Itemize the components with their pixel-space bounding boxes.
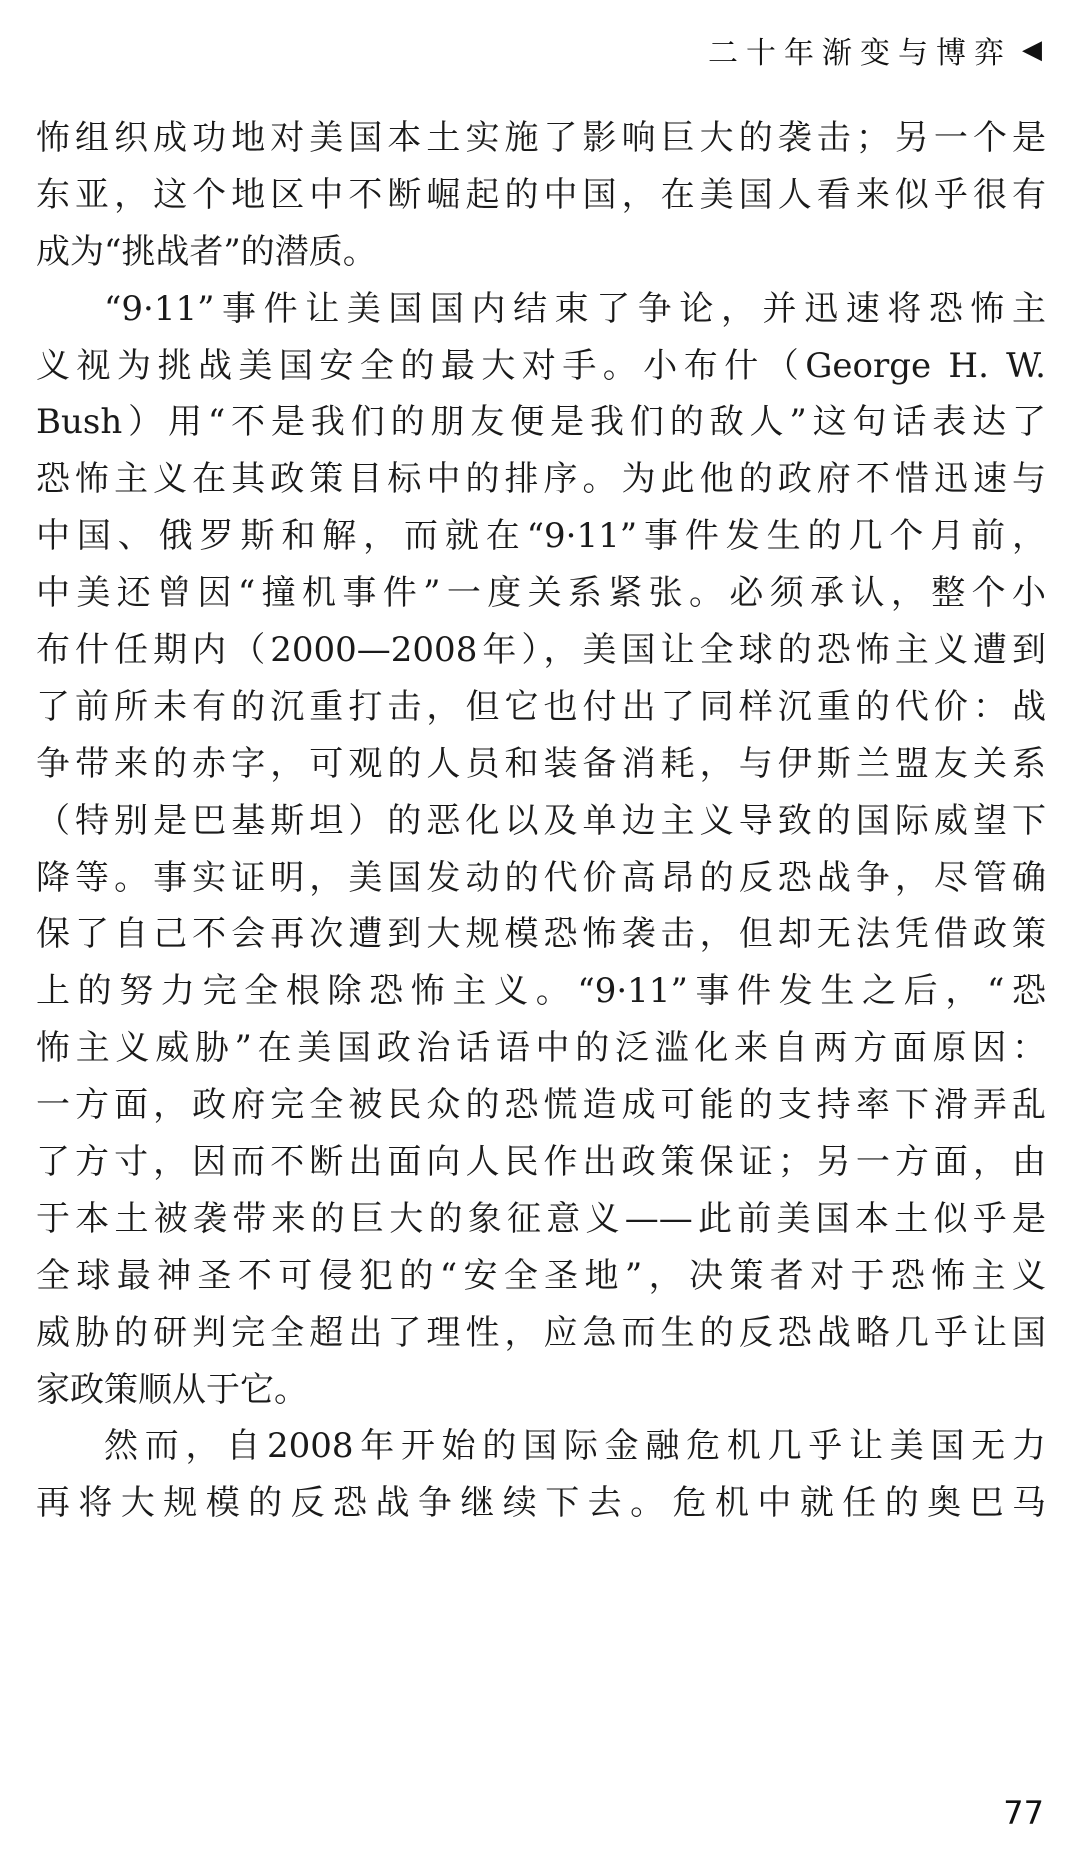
text-line: 降等。事实证明，美国发动的代价高昂的反恐战争，尽管确 — [36, 857, 1046, 898]
text-line: （特别是巴基斯坦）的恶化以及单边主义导致的国际威望下 — [36, 800, 1046, 841]
text-line: 一方面，政府完全被民众的恐慌造成可能的支持率下滑弄乱 — [36, 1085, 1046, 1126]
text-line: 布什任期内（2000—2008年），美国让全球的恐怖主义遭到 — [36, 630, 1046, 671]
text-line: 中国、俄罗斯和解，而就在“9·11”事件发生的几个月前， — [36, 516, 1046, 557]
page-number: 77 — [1003, 1794, 1044, 1832]
text-line: “9·11”事件让美国国内结束了争论，并迅速将恐怖主 — [104, 288, 1046, 329]
text-line: 争带来的赤字，可观的人员和装备消耗，与伊斯兰盟友关系 — [36, 743, 1046, 784]
text-line: 家政策顺从于它。 — [36, 1369, 308, 1410]
text-line: 了方寸，因而不断出面向人民作出政策保证；另一方面，由 — [36, 1142, 1046, 1183]
text-line: Bush）用“不是我们的朋友便是我们的敌人”这句话表达了 — [36, 402, 1046, 443]
text-line: 中美还曾因“撞机事件”一度关系紧张。必须承认，整个小 — [36, 573, 1046, 614]
running-header — [708, 28, 1042, 72]
text-line: 然而，自2008年开始的国际金融危机几乎让美国无力 — [104, 1426, 1046, 1467]
text-line: 于本土被袭带来的巨大的象征意义——此前美国本土似乎是 — [36, 1198, 1046, 1239]
text-line: 威胁的研判完全超出了理性，应急而生的反恐战略几乎让国 — [36, 1312, 1046, 1353]
text-line: 怖主义威胁”在美国政治话语中的泛滥化来自两方面原因： — [36, 1028, 1046, 1069]
text-line: 义视为挑战美国安全的最大对手。小布什（George H. W. — [36, 345, 1046, 386]
text-line: 了前所未有的沉重打击，但它也付出了同样沉重的代价：战 — [36, 686, 1046, 727]
text-line: 东亚，这个地区中不断崛起的中国，在美国人看来似乎很有 — [36, 174, 1046, 215]
text-line: 再将大规模的反恐战争继续下去。危机中就任的奥巴马 — [36, 1483, 1046, 1524]
body-text — [36, 110, 1046, 1532]
text-line: 全球最神圣不可侵犯的“安全圣地”，决策者对于恐怖主义 — [36, 1255, 1046, 1296]
text-line: 上的努力完全根除恐怖主义。“9·11”事件发生之后，“恐 — [36, 971, 1046, 1012]
left-triangle-icon: ◀ — [1022, 35, 1042, 65]
text-line: 成为“挑战者”的潜质。 — [36, 231, 377, 272]
text-line: 怖组织成功地对美国本土实施了影响巨大的袭击；另一个是 — [36, 118, 1046, 158]
text-line: 恐怖主义在其政策目标中的排序。为此他的政府不惜迅速与 — [36, 459, 1046, 500]
text-line: 保了自己不会再次遭到大规模恐怖袭击，但却无法凭借政策 — [36, 914, 1046, 955]
running-title: 二十年渐变与博弈 — [708, 36, 1012, 71]
